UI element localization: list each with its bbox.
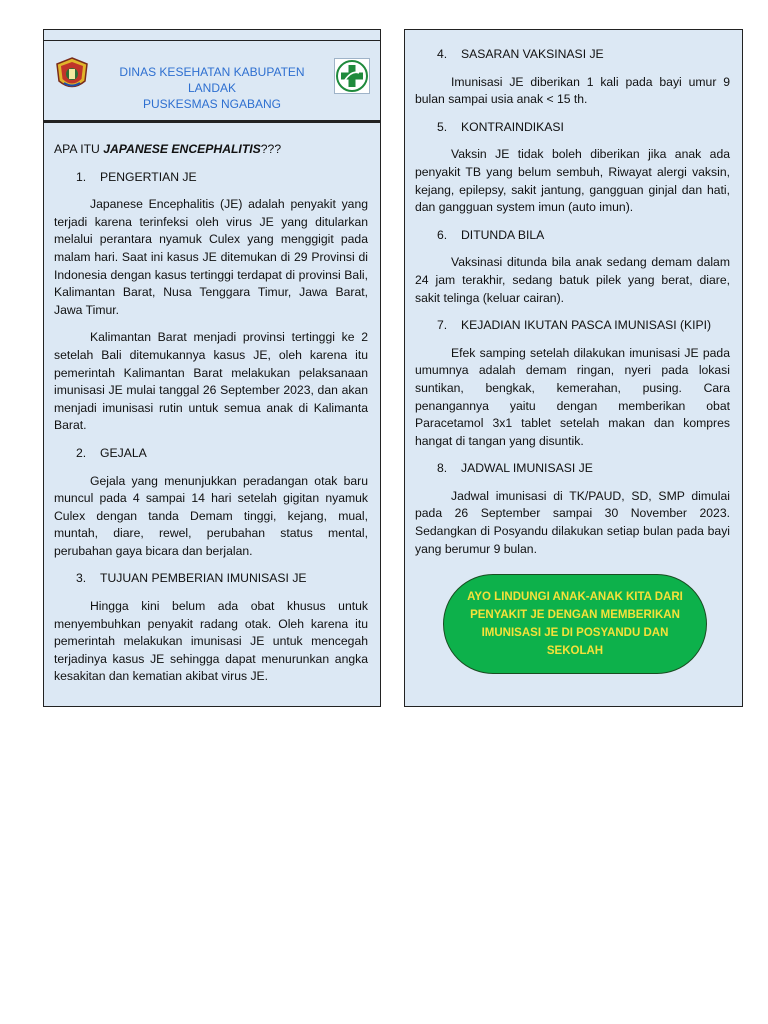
- regency-emblem-icon: [55, 57, 89, 93]
- call-to-action-text: AYO LINDUNGI ANAK-ANAK KITA DARI PENYAKIT JE DENGAN MEMBERIKAN IMUNISASI JE DI POSYANDU DAN SEKOLAH: [467, 591, 683, 657]
- section-paragraph: Kalimantan Barat menjadi provinsi tertinggi ke 2 setelah Bali ditemukannya kasus JE, oleh karena itu pemerintah Kalimantan Barat melakukan pelaksanaan imunisasi JE mulai tanggal 26 September 2023, dan akan menjadi imunisasi rutin untuk semua anak di Kalimanta Barat.: [54, 330, 368, 433]
- section-heading: 6. DITUNDA BILA: [437, 227, 545, 242]
- right-panel: [404, 29, 743, 707]
- section-paragraph: Efek samping setelah dilakukan imunisasi JE pada umumnya adalah demam ringan, nyeri pada lokasi suntikan, bengkak, kemerahan, pusing. Cara penangannya yaitu dengan memberikan obat Paracetamol 3x1 tablet setelah makan dan kompres hangat di tangan yang disuntik.: [415, 345, 730, 448]
- section-paragraph: Imunisasi JE diberikan 1 kali pada bayi umur 9 bulan sampai usia anak < 15 th.: [415, 74, 730, 107]
- section-heading: 8. JADWAL IMUNISASI JE: [437, 461, 593, 476]
- header-line-2: PUSKESMAS NGABANG: [142, 97, 282, 111]
- section-heading: 2. GEJALA: [76, 445, 147, 460]
- health-cross-logo-icon: [334, 58, 370, 94]
- section-paragraph: Gejala yang menunjukkan peradangan otak baru muncul pada 4 sampai 14 hari setelah gigitan nyamuk Culex dengan tanda Demam tinggi, kejang, mual, muntah, diare, rewel, perubahan status mental, perubahan gaya bicara dan berjalan.: [54, 473, 368, 558]
- section-heading: 3. TUJUAN PEMBERIAN IMUNISASI JE: [76, 571, 307, 586]
- left-panel: [43, 29, 381, 707]
- section-paragraph: Jadwal imunisasi di TK/PAUD, SD, SMP dimulai pada 26 September sampai 30 November 2023. Sedangkan di Posyandu dilakukan setiap bulan pada bayi yang berumur 9 bulan.: [415, 488, 730, 556]
- leaflet-header: [44, 40, 380, 123]
- section-paragraph: Hingga kini belum ada obat khusus untuk menyembuhkan penyakit radang otak. Oleh karena itu pemerintah melakukan imunisasi JE untuk mencegah terjadinya kasus JE sehingga dapat menurunkan angka kesakitan dan kematian akibat virus JE.: [54, 599, 368, 684]
- header-title: [94, 64, 330, 112]
- section-paragraph: Japanese Encephalitis (JE) adalah penyakit yang terjadi karena terinfeksi oleh virus JE yang ditularkan melalui perantara nyamuk Culex yang menggigit pada malam hari. Saat ini kasus JE ditemukan di 29 Provinsi di Indonesia dengan kasus tertinggi terdapat di provinsi Bali, Kalimantan Barat, Nusa Tenggara Timur, Jawa Barat, Jawa Timur.: [54, 197, 368, 317]
- section-paragraph: Vaksin JE tidak boleh diberikan jika anak ada penyakit TB yang belum sembuh, Riwayat alergi vaksin, kejang, epilepsy, sakit jantung, gangguan ginjal dan hati, dan gangguan system imun (auto imun).: [415, 147, 730, 215]
- right-body: [415, 46, 730, 568]
- section-heading: 7. KEJADIAN IKUTAN PASCA IMUNISASI (KIPI): [437, 318, 712, 333]
- header-line-1: DINAS KESEHATAN KABUPATEN LANDAK: [119, 65, 305, 95]
- intro-heading: APA ITU JAPANESE ENCEPHALITIS???: [54, 142, 282, 156]
- section-heading: 1. PENGERTIAN JE: [76, 169, 197, 184]
- section-heading: 5. KONTRAINDIKASI: [437, 119, 564, 134]
- call-to-action-banner: [443, 574, 707, 674]
- section-heading: 4. SASARAN VAKSINASI JE: [437, 47, 604, 61]
- section-paragraph: Vaksinasi ditunda bila anak sedang demam dalam 24 jam terakhir, sedang batuk pilek yang berat, diare, sakit telinga (keluar cairan).: [415, 255, 730, 305]
- left-body: [54, 141, 368, 696]
